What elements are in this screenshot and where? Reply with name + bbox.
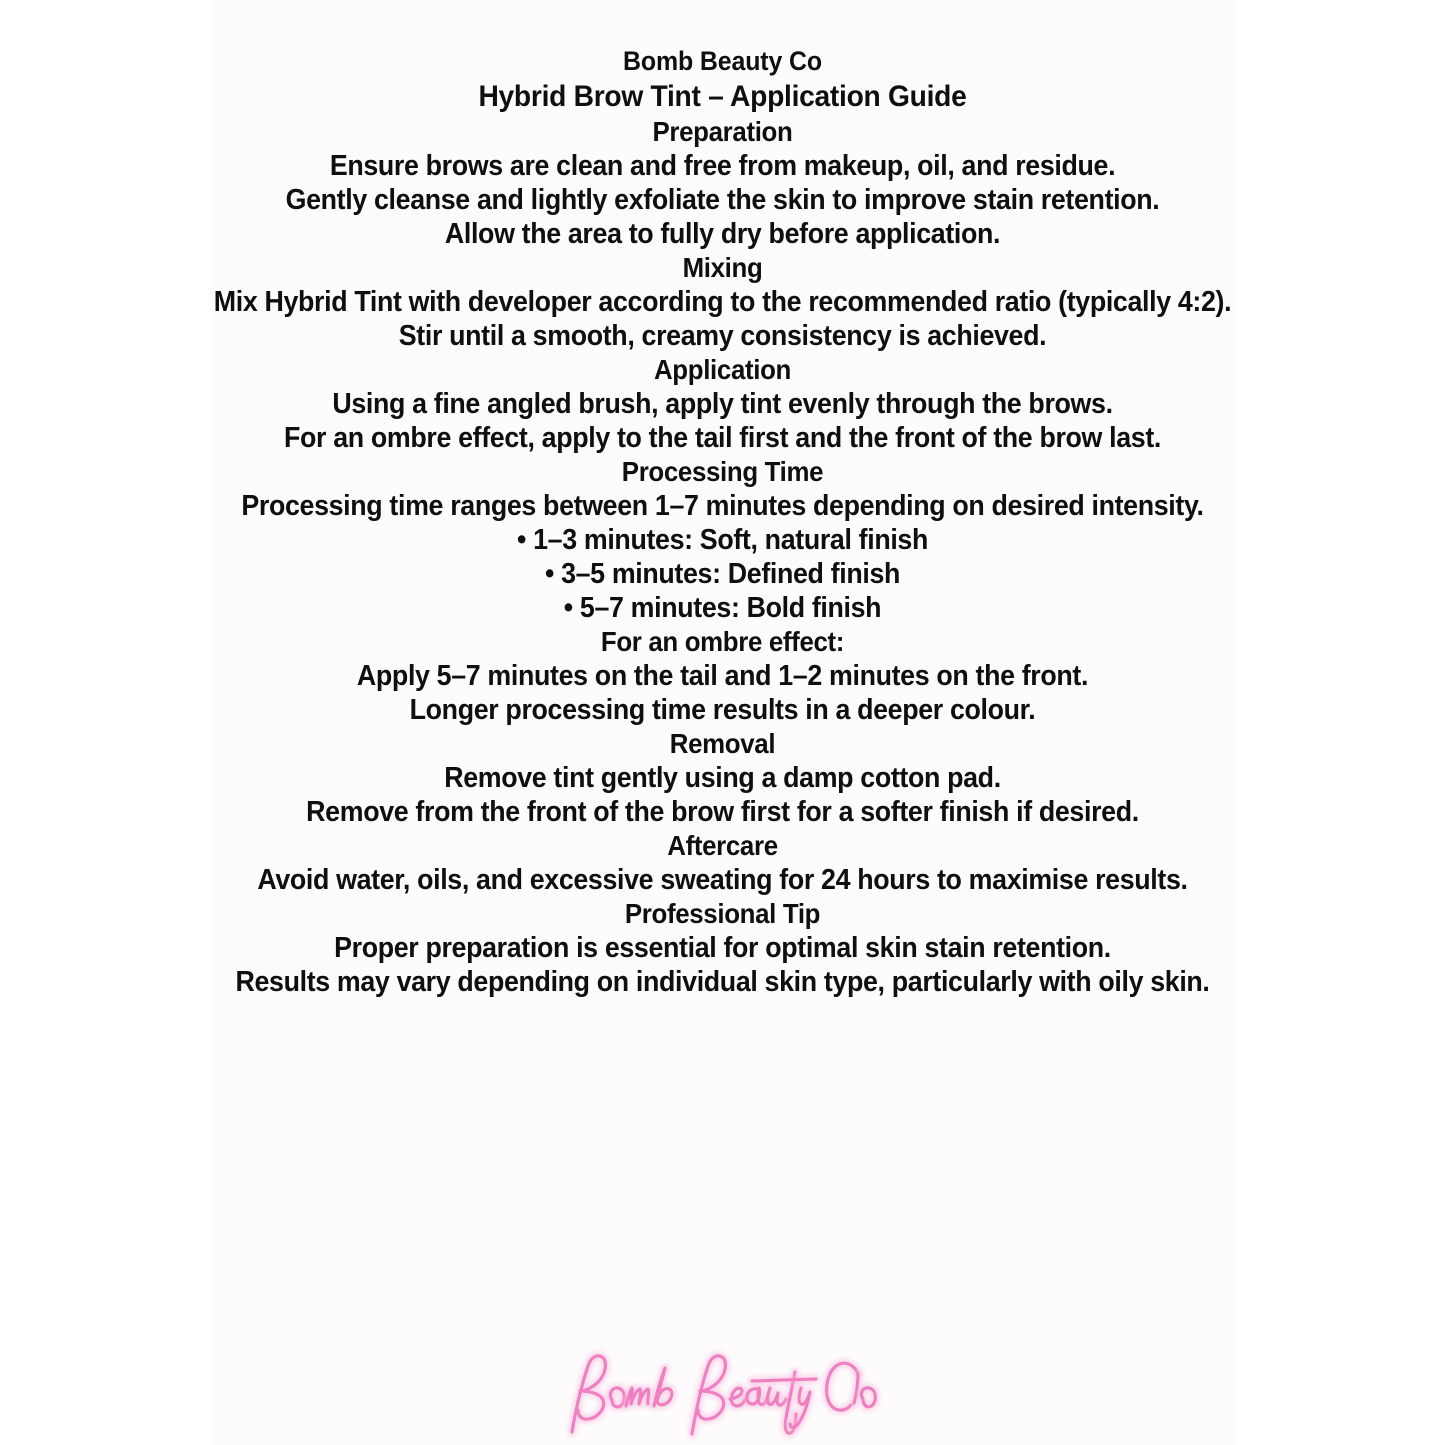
processing-bullet-list <box>0 523 1445 625</box>
section-line: Proper preparation is essential for optimal skin stain retention. <box>334 932 1111 964</box>
section-application <box>0 353 1445 455</box>
section-line: Ensure brows are clean and free from makeup, oil, and residue. <box>329 150 1116 182</box>
section-line: Remove tint gently using a damp cotton pad. <box>444 762 1001 794</box>
section-heading: Aftercare <box>667 830 778 861</box>
section-ombre-effect <box>0 625 1445 693</box>
processing-note: Longer processing time results in a deeper colour. <box>409 694 1036 726</box>
section-line: Gently cleanse and lightly exfoliate the skin to improve stain retention. <box>285 184 1160 216</box>
section-line: Remove from the front of the brow first for a softer finish if desired. <box>306 796 1139 828</box>
section-removal <box>0 727 1445 829</box>
section-line: Apply 5–7 minutes on the tail and 1–2 minutes on the front. <box>356 660 1089 692</box>
list-item: • 5–7 minutes: Bold finish <box>563 592 882 624</box>
section-line: Mix Hybrid Tint with developer according to the recommended ratio (typically 4:2). <box>213 286 1232 318</box>
section-professional-tip <box>0 897 1445 999</box>
section-heading: Processing Time <box>621 456 824 487</box>
section-line: For an ombre effect, apply to the tail first and the front of the brow last. <box>283 422 1162 454</box>
section-mixing <box>0 251 1445 353</box>
section-line: Processing time ranges between 1–7 minutes depending on desired intensity. <box>241 490 1204 522</box>
section-heading: Application <box>653 354 792 385</box>
section-heading: Mixing <box>682 252 763 283</box>
section-processing-time <box>0 455 1445 523</box>
section-line: Avoid water, oils, and excessive sweating for 24 hours to maximise results. <box>257 864 1188 896</box>
section-aftercare <box>0 829 1445 897</box>
section-heading: For an ombre effect: <box>600 626 845 657</box>
section-line: Allow the area to fully dry before application. <box>444 218 1001 250</box>
section-line: Results may vary depending on individual skin type, particularly with oily skin. <box>235 966 1210 998</box>
list-item: • 3–5 minutes: Defined finish <box>544 558 901 590</box>
page-title: Hybrid Brow Tint – Application Guide <box>478 80 967 113</box>
section-heading: Preparation <box>652 116 793 147</box>
section-heading: Professional Tip <box>624 898 821 929</box>
brand-name: Bomb Beauty Co <box>623 46 822 76</box>
section-heading: Removal <box>669 728 776 759</box>
section-line: Using a fine angled brush, apply tint evenly through the brows. <box>332 388 1113 420</box>
section-preparation <box>0 115 1445 251</box>
list-item: • 1–3 minutes: Soft, natural finish <box>516 524 929 556</box>
section-line: Stir until a smooth, creamy consistency is achieved. <box>398 320 1047 352</box>
